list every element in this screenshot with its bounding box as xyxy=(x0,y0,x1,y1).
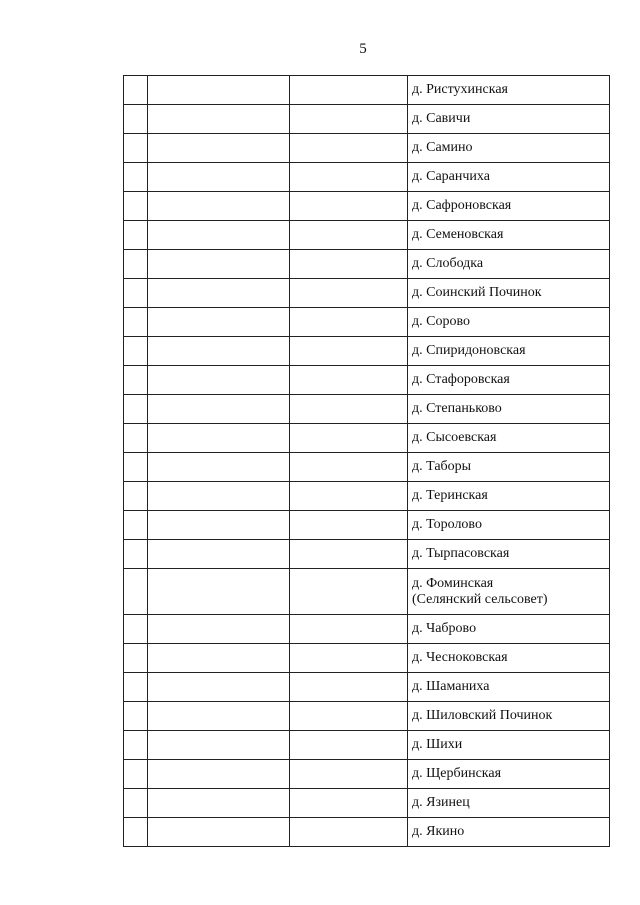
empty-cell xyxy=(290,221,408,250)
empty-cell xyxy=(290,105,408,134)
empty-cell xyxy=(148,308,290,337)
empty-cell xyxy=(290,540,408,569)
table-row xyxy=(124,482,610,511)
empty-cell xyxy=(124,482,148,511)
settlement-name: д. Теринская xyxy=(412,488,488,503)
settlement-name: д. Чаброво xyxy=(412,621,477,636)
empty-cell xyxy=(290,337,408,366)
empty-cell xyxy=(124,789,148,818)
empty-cell xyxy=(290,673,408,702)
settlement-name: д. Шихи xyxy=(412,737,463,752)
settlement-name: д. Шаманиха xyxy=(412,679,490,694)
empty-cell xyxy=(290,453,408,482)
settlement-name-cell xyxy=(408,569,610,615)
empty-cell xyxy=(290,760,408,789)
table-row xyxy=(124,105,610,134)
empty-cell xyxy=(124,105,148,134)
table-row xyxy=(124,789,610,818)
table-row xyxy=(124,615,610,644)
empty-cell xyxy=(124,424,148,453)
settlement-name: д. Слободка xyxy=(412,256,484,271)
empty-cell xyxy=(290,818,408,847)
table-row xyxy=(124,644,610,673)
settlement-name-cell xyxy=(408,673,610,702)
empty-cell xyxy=(124,453,148,482)
table-row xyxy=(124,366,610,395)
empty-cell xyxy=(148,134,290,163)
empty-cell xyxy=(290,192,408,221)
empty-cell xyxy=(290,163,408,192)
settlement-name: д. Ристухинская xyxy=(412,82,508,97)
empty-cell xyxy=(290,424,408,453)
table-row xyxy=(124,337,610,366)
empty-cell xyxy=(124,192,148,221)
settlement-name-cell xyxy=(408,644,610,673)
settlement-name-cell xyxy=(408,308,610,337)
settlement-name-cell xyxy=(408,615,610,644)
settlement-name: д. Семеновская xyxy=(412,227,504,242)
empty-cell xyxy=(124,644,148,673)
empty-cell xyxy=(148,760,290,789)
empty-cell xyxy=(148,731,290,760)
settlement-name-cell xyxy=(408,395,610,424)
table-row xyxy=(124,308,610,337)
settlement-name-cell xyxy=(408,453,610,482)
empty-cell xyxy=(124,511,148,540)
empty-cell xyxy=(290,615,408,644)
table-row xyxy=(124,569,610,615)
settlement-name-cell xyxy=(408,366,610,395)
table-row xyxy=(124,453,610,482)
empty-cell xyxy=(124,134,148,163)
empty-cell xyxy=(148,337,290,366)
empty-cell xyxy=(124,760,148,789)
table-row xyxy=(124,818,610,847)
settlement-name: д. Торолово xyxy=(412,517,482,532)
empty-cell xyxy=(290,702,408,731)
settlement-name-cell xyxy=(408,250,610,279)
empty-cell xyxy=(290,644,408,673)
empty-cell xyxy=(148,818,290,847)
empty-cell xyxy=(124,702,148,731)
empty-cell xyxy=(124,569,148,615)
empty-cell xyxy=(148,789,290,818)
empty-cell xyxy=(290,134,408,163)
settlement-name: д. Щербинская xyxy=(412,766,502,781)
settlement-name-cell xyxy=(408,221,610,250)
table-row xyxy=(124,395,610,424)
table-row xyxy=(124,279,610,308)
empty-cell xyxy=(290,395,408,424)
settlement-name: д. Соинский Починок xyxy=(412,285,542,300)
empty-cell xyxy=(290,731,408,760)
settlement-name-cell xyxy=(408,134,610,163)
empty-cell xyxy=(124,250,148,279)
settlement-name-cell xyxy=(408,511,610,540)
empty-cell xyxy=(148,250,290,279)
empty-cell xyxy=(148,163,290,192)
table-row xyxy=(124,511,610,540)
settlement-name: д. Стафоровская xyxy=(412,372,510,387)
empty-cell xyxy=(124,395,148,424)
empty-cell xyxy=(124,279,148,308)
empty-cell xyxy=(148,395,290,424)
settlement-name: д. Сысоевская xyxy=(412,430,497,445)
empty-cell xyxy=(124,540,148,569)
settlement-name: д. Степаньково xyxy=(412,401,502,416)
settlement-name-cell xyxy=(408,337,610,366)
empty-cell xyxy=(148,540,290,569)
empty-cell xyxy=(148,482,290,511)
empty-cell xyxy=(148,453,290,482)
table-row xyxy=(124,250,610,279)
settlement-name-cell xyxy=(408,76,610,105)
empty-cell xyxy=(148,366,290,395)
empty-cell xyxy=(148,644,290,673)
page-number: 5 xyxy=(359,41,367,57)
table-row xyxy=(124,540,610,569)
empty-cell xyxy=(124,308,148,337)
empty-cell xyxy=(148,105,290,134)
empty-cell xyxy=(290,569,408,615)
table-row xyxy=(124,731,610,760)
settlement-name: д. Чесноковская xyxy=(412,650,508,665)
settlement-name-cell xyxy=(408,279,610,308)
empty-cell xyxy=(290,250,408,279)
settlement-name-cell xyxy=(408,192,610,221)
empty-cell xyxy=(148,615,290,644)
empty-cell xyxy=(290,279,408,308)
settlement-name-cell xyxy=(408,163,610,192)
settlement-name-cell xyxy=(408,760,610,789)
table-row xyxy=(124,163,610,192)
empty-cell xyxy=(290,76,408,105)
empty-cell xyxy=(290,511,408,540)
settlement-name-cell xyxy=(408,105,610,134)
empty-cell xyxy=(124,366,148,395)
settlement-name: д. Савичи xyxy=(412,111,471,126)
empty-cell xyxy=(124,818,148,847)
empty-cell xyxy=(290,366,408,395)
empty-cell xyxy=(124,615,148,644)
settlement-name: д. Сафроновская xyxy=(412,198,512,213)
table-row xyxy=(124,192,610,221)
settlement-name: д. Самино xyxy=(412,140,473,155)
settlement-name: д. Таборы xyxy=(412,459,472,474)
settlement-name-cell xyxy=(408,789,610,818)
table-row xyxy=(124,760,610,789)
empty-cell xyxy=(148,76,290,105)
empty-cell xyxy=(290,482,408,511)
empty-cell xyxy=(148,511,290,540)
empty-cell xyxy=(124,76,148,105)
settlement-name: д. Тырпасовская xyxy=(412,546,510,561)
settlement-name: д. Язинец xyxy=(412,795,470,810)
empty-cell xyxy=(124,221,148,250)
settlement-name-cell xyxy=(408,540,610,569)
table-body xyxy=(124,76,610,847)
settlement-name: д. Фоминская (Селянский сельсовет) xyxy=(412,575,548,607)
table-row xyxy=(124,76,610,105)
settlement-name-cell xyxy=(408,424,610,453)
empty-cell xyxy=(148,702,290,731)
settlement-name: д. Шиловский Починок xyxy=(412,708,553,723)
settlement-name-cell xyxy=(408,702,610,731)
settlement-name: д. Якино xyxy=(412,824,465,839)
settlement-name-cell xyxy=(408,482,610,511)
settlement-name: д. Саранчиха xyxy=(412,169,490,184)
empty-cell xyxy=(290,308,408,337)
table-row xyxy=(124,221,610,250)
table-row xyxy=(124,134,610,163)
settlement-name: д. Сорово xyxy=(412,314,470,329)
table-row xyxy=(124,702,610,731)
settlement-name: д. Спиридоновская xyxy=(412,343,526,358)
table-row xyxy=(124,424,610,453)
table-row xyxy=(124,673,610,702)
empty-cell xyxy=(124,673,148,702)
settlement-name-cell xyxy=(408,818,610,847)
empty-cell xyxy=(124,337,148,366)
empty-cell xyxy=(148,424,290,453)
empty-cell xyxy=(124,731,148,760)
empty-cell xyxy=(148,221,290,250)
empty-cell xyxy=(148,673,290,702)
empty-cell xyxy=(124,163,148,192)
empty-cell xyxy=(148,569,290,615)
empty-cell xyxy=(290,789,408,818)
settlements-table xyxy=(123,75,610,847)
settlement-name-cell xyxy=(408,731,610,760)
empty-cell xyxy=(148,279,290,308)
empty-cell xyxy=(148,192,290,221)
